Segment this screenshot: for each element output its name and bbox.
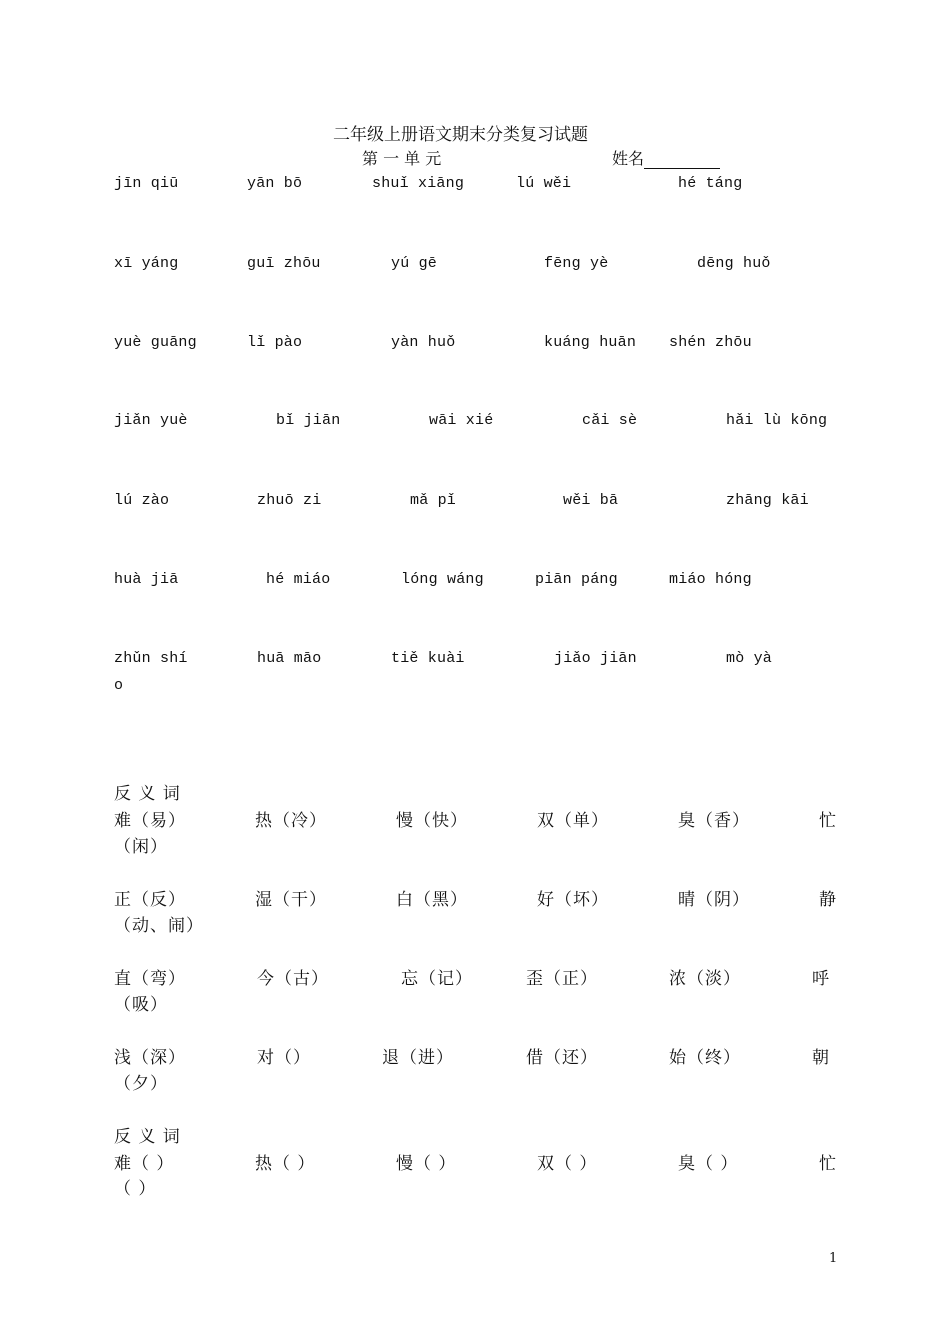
antonym-pair: 歪（正） [526,969,598,989]
antonym-pair: 慢（快） [396,811,468,831]
antonym-pair: 浅（深） [114,1048,186,1068]
pinyin-item: jiǎo jiān [554,650,637,667]
antonym-pair: 热（冷） [255,811,327,831]
name-blank[interactable] [644,150,720,169]
antonym-pair: 对（） [257,1048,311,1068]
antonym-pair: 忘（记） [401,969,473,989]
antonym-blank: 臭（ ） [678,1154,739,1174]
antonym-blank: 难（ ） [114,1154,175,1174]
pinyin-item: kuáng huān [544,334,637,351]
pinyin-item: tiě kuài [391,650,465,667]
pinyin-item: shén zhōu [669,334,752,351]
pinyin-item: zhāng kāi [726,492,809,509]
pinyin-item: hǎi lù kōng [726,412,828,429]
antonym-pair: 退（进） [382,1048,454,1068]
pinyin-item: wěi bā [563,492,619,509]
antonym-pair: 浓（淡） [669,969,741,989]
pinyin-item: cǎi sè [582,412,638,429]
pinyin-item: shuǐ xiāng [372,175,465,192]
antonym-pair: 朝 [812,1048,830,1068]
antonym-pair: 呼 [812,969,830,989]
antonyms-heading: 反 义 词 [114,1127,181,1147]
antonym-blank: 忙 [819,1154,837,1174]
pinyin-item: yàn huǒ [391,334,456,351]
pinyin-item: mò yà [726,650,773,667]
name-field[interactable] [612,146,720,169]
pinyin-item: huà jiā [114,571,179,588]
antonym-pair: 借（还） [526,1048,598,1068]
pinyin-item: xī yáng [114,255,179,272]
antonym-blank: 热（ ） [255,1154,316,1174]
pinyin-item: jīn qiū [114,175,179,192]
antonym-pair: 今（古） [257,969,329,989]
antonym-wrap: （动、闹） [114,916,204,936]
pinyin-item: zhuō zi [257,492,322,509]
pinyin-item: dēng huǒ [697,255,771,272]
page-number: 1 [829,1251,838,1266]
antonym-pair: 静 [819,890,837,910]
document-title: 二年级上册语文期末分类复习试题 [333,125,588,145]
antonym-pair: 晴（阴） [678,890,750,910]
pinyin-item: lǐ pào [247,334,303,351]
pinyin-item: miáo hóng [669,571,752,588]
antonym-wrap: （吸） [114,995,168,1015]
pinyin-item: wāi xié [429,412,494,429]
pinyin-item: lú wěi [516,175,572,192]
pinyin-item: hé táng [678,175,743,192]
pinyin-item: mǎ pǐ [410,492,457,509]
antonyms-heading: 反 义 词 [114,784,181,804]
pinyin-item: piān páng [535,571,618,588]
antonym-pair: 直（弯） [114,969,186,989]
antonym-wrap: （夕） [114,1074,168,1094]
pinyin-item: yān bō [247,175,303,192]
antonym-pair: 白（黑） [396,890,468,910]
antonym-pair: 始（终） [669,1048,741,1068]
name-label: 姓名 [612,149,645,168]
antonym-pair: 臭（香） [678,811,750,831]
antonym-blank: 慢（ ） [396,1154,457,1174]
pinyin-item: fēng yè [544,255,609,272]
antonym-blank: 双（ ） [537,1154,598,1174]
antonym-pair: 好（坏） [537,890,609,910]
antonym-pair: 双（单） [537,811,609,831]
pinyin-item: yuè guāng [114,334,197,351]
pinyin-item: huā māo [257,650,322,667]
pinyin-item: guī zhōu [247,255,321,272]
antonym-pair: 难（易） [114,811,186,831]
antonym-pair: 湿（干） [255,890,327,910]
pinyin-item: zhǔn shí [114,650,188,667]
antonym-pair: 忙 [819,811,837,831]
pinyin-item: hé miáo [266,571,331,588]
pinyin-item: jiǎn yuè [114,412,188,429]
pinyin-item: lóng wáng [401,571,484,588]
antonym-pair: 正（反） [114,890,186,910]
unit-heading: 第 一 单 元 [362,149,442,168]
antonym-wrap: （闲） [114,837,168,857]
antonym-wrap: （ ） [114,1179,157,1199]
pinyin-item: yú gē [391,255,438,272]
pinyin-item: bǐ jiān [276,412,341,429]
pinyin-item: lú zào [114,492,170,509]
pinyin-wrap: o [114,677,124,694]
